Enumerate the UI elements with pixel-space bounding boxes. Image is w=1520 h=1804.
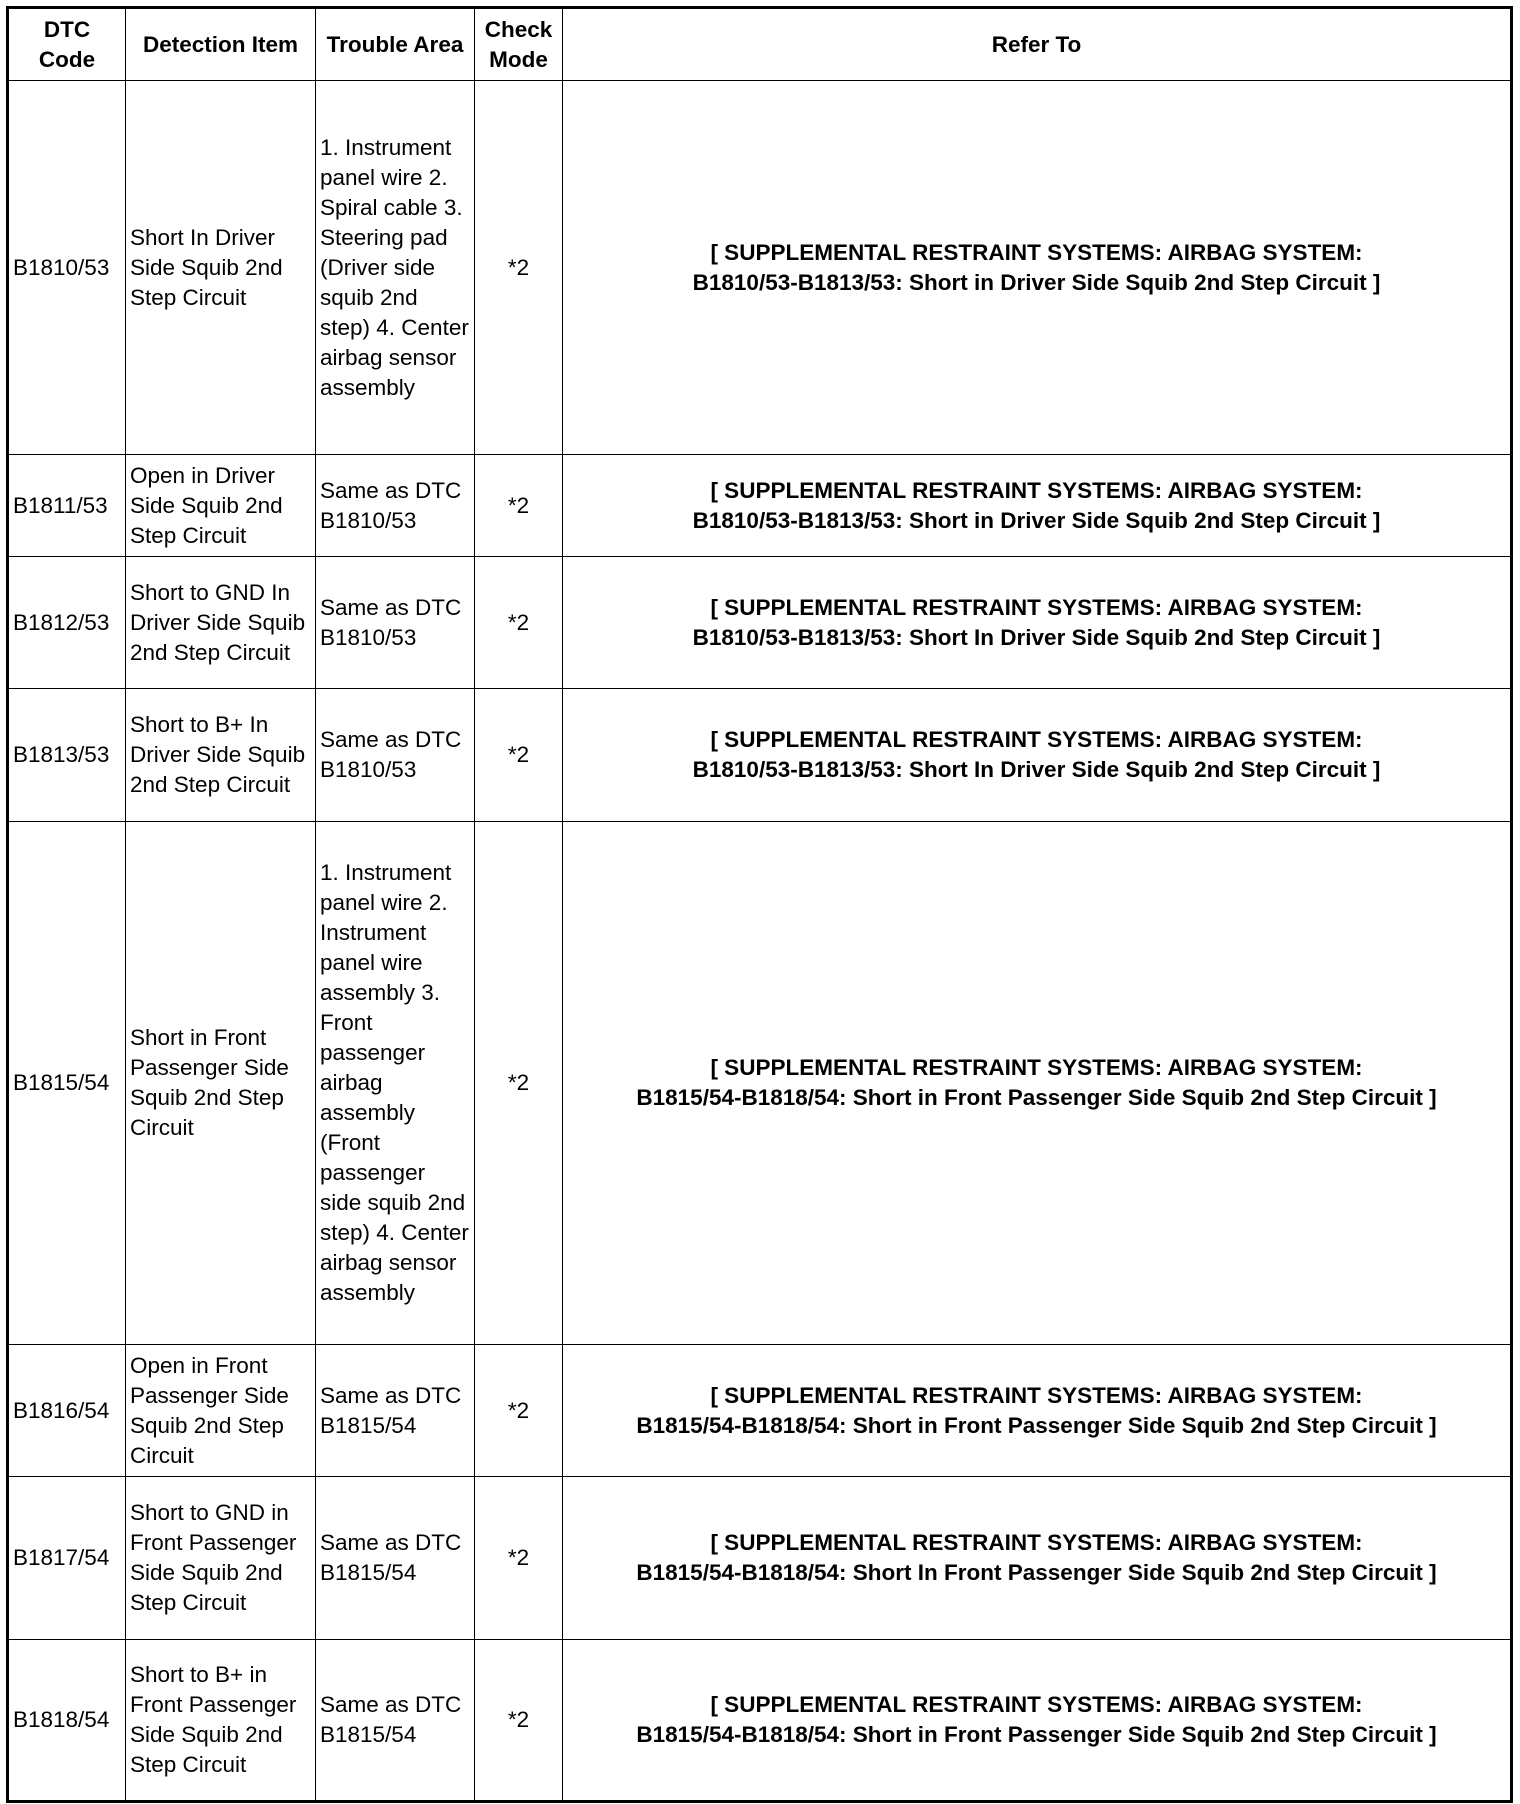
table-row [8, 557, 1512, 689]
detection-item: Open in Front Passenger Side Squib 2nd Step Circuit [126, 1345, 316, 1477]
refer-to-line-2: B1815/54-B1818/54: Short in Front Passenger Side Squib 2nd Step Circuit ] [636, 1412, 1437, 1438]
table-row [8, 455, 1512, 557]
refer-to-line-1: [ SUPPLEMENTAL RESTRAINT SYSTEMS: AIRBAG SYSTEM: [710, 477, 1363, 503]
table-row [8, 81, 1512, 455]
refer-to-link[interactable] [563, 822, 1512, 1345]
refer-to-line-2: B1810/53-B1813/53: Short in Driver Side Squib 2nd Step Circuit ] [692, 507, 1381, 533]
table-row [8, 1477, 1512, 1640]
refer-to-line-1: [ SUPPLEMENTAL RESTRAINT SYSTEMS: AIRBAG SYSTEM: [710, 1530, 1363, 1555]
refer-to-link[interactable] [563, 689, 1512, 822]
detection-item: Short In Driver Side Squib 2nd Step Circuit [126, 81, 316, 455]
trouble-area: Same as DTC B1810/53 [316, 557, 475, 689]
dtc-code: B1810/53 [8, 81, 126, 455]
refer-to-link[interactable] [563, 81, 1512, 455]
table-row [8, 822, 1512, 1345]
detection-item: Open in Driver Side Squib 2nd Step Circuit [126, 455, 316, 557]
check-mode: *2 [475, 689, 563, 822]
check-mode: *2 [475, 1640, 563, 1802]
refer-to-line-2: B1810/53-B1813/53: Short in Driver Side Squib 2nd Step Circuit ] [692, 269, 1381, 295]
header-row [8, 8, 1512, 81]
refer-to-line-2: B1815/54-B1818/54: Short in Front Passenger Side Squib 2nd Step Circuit ] [636, 1722, 1437, 1747]
table-row [8, 689, 1512, 822]
header-refer-to: Refer To [563, 8, 1512, 81]
trouble-area: Same as DTC B1815/54 [316, 1345, 475, 1477]
dtc-code: B1816/54 [8, 1345, 126, 1477]
check-mode: *2 [475, 557, 563, 689]
refer-to-line-1: [ SUPPLEMENTAL RESTRAINT SYSTEMS: AIRBAG SYSTEM: [710, 594, 1363, 620]
trouble-area: Same as DTC B1810/53 [316, 455, 475, 557]
table-row [8, 1640, 1512, 1802]
detection-item: Short to GND in Front Passenger Side Squib 2nd Step Circuit [126, 1477, 316, 1640]
detection-item: Short to B+ in Front Passenger Side Squib 2nd Step Circuit [126, 1640, 316, 1802]
refer-to-link[interactable] [563, 1640, 1512, 1802]
check-mode: *2 [475, 1345, 563, 1477]
refer-to-line-2: B1810/53-B1813/53: Short In Driver Side Squib 2nd Step Circuit ] [692, 624, 1381, 650]
detection-item: Short in Front Passenger Side Squib 2nd Step Circuit [126, 822, 316, 1345]
refer-to-line-1: [ SUPPLEMENTAL RESTRAINT SYSTEMS: AIRBAG SYSTEM: [710, 1692, 1363, 1717]
refer-to-link[interactable] [563, 557, 1512, 689]
trouble-area: 1. Instrument panel wire 2. Spiral cable 3. Steering pad (Driver side squib 2nd step) 4. Center airbag sensor assembly [316, 81, 475, 455]
refer-to-line-1: [ SUPPLEMENTAL RESTRAINT SYSTEMS: AIRBAG SYSTEM: [710, 1382, 1363, 1408]
trouble-area: Same as DTC B1815/54 [316, 1477, 475, 1640]
refer-to-line-2: B1810/53-B1813/53: Short In Driver Side Squib 2nd Step Circuit ] [692, 757, 1381, 782]
header-trouble-area: Trouble Area [316, 8, 475, 81]
trouble-area: Same as DTC B1815/54 [316, 1640, 475, 1802]
trouble-area: 1. Instrument panel wire 2. Instrument panel wire assembly 3. Front passenger airbag assembly (Front passenger side squib 2nd step) 4. Center airbag sensor assembly [316, 822, 475, 1345]
trouble-area: Same as DTC B1810/53 [316, 689, 475, 822]
dtc-code: B1813/53 [8, 689, 126, 822]
refer-to-line-1: [ SUPPLEMENTAL RESTRAINT SYSTEMS: AIRBAG SYSTEM: [710, 727, 1363, 752]
refer-to-link[interactable] [563, 1477, 1512, 1640]
check-mode: *2 [475, 455, 563, 557]
dtc-table [6, 6, 1513, 1803]
refer-to-link[interactable] [563, 455, 1512, 557]
dtc-code: B1815/54 [8, 822, 126, 1345]
dtc-code: B1811/53 [8, 455, 126, 557]
refer-to-line-2: B1815/54-B1818/54: Short In Front Passenger Side Squib 2nd Step Circuit ] [636, 1560, 1437, 1585]
refer-to-link[interactable] [563, 1345, 1512, 1477]
header-check-mode: Check Mode [475, 8, 563, 81]
table-row [8, 1345, 1512, 1477]
detection-item: Short to B+ In Driver Side Squib 2nd Step Circuit [126, 689, 316, 822]
refer-to-line-1: [ SUPPLEMENTAL RESTRAINT SYSTEMS: AIRBAG SYSTEM: [710, 239, 1363, 265]
refer-to-line-1: [ SUPPLEMENTAL RESTRAINT SYSTEMS: AIRBAG SYSTEM: [710, 1055, 1363, 1080]
header-dtc-code: DTC Code [8, 8, 126, 81]
detection-item: Short to GND In Driver Side Squib 2nd Step Circuit [126, 557, 316, 689]
check-mode: *2 [475, 1477, 563, 1640]
check-mode: *2 [475, 81, 563, 455]
refer-to-line-2: B1815/54-B1818/54: Short in Front Passenger Side Squib 2nd Step Circuit ] [636, 1085, 1437, 1110]
dtc-code: B1818/54 [8, 1640, 126, 1802]
dtc-code: B1812/53 [8, 557, 126, 689]
check-mode: *2 [475, 822, 563, 1345]
dtc-code: B1817/54 [8, 1477, 126, 1640]
header-detection-item: Detection Item [126, 8, 316, 81]
